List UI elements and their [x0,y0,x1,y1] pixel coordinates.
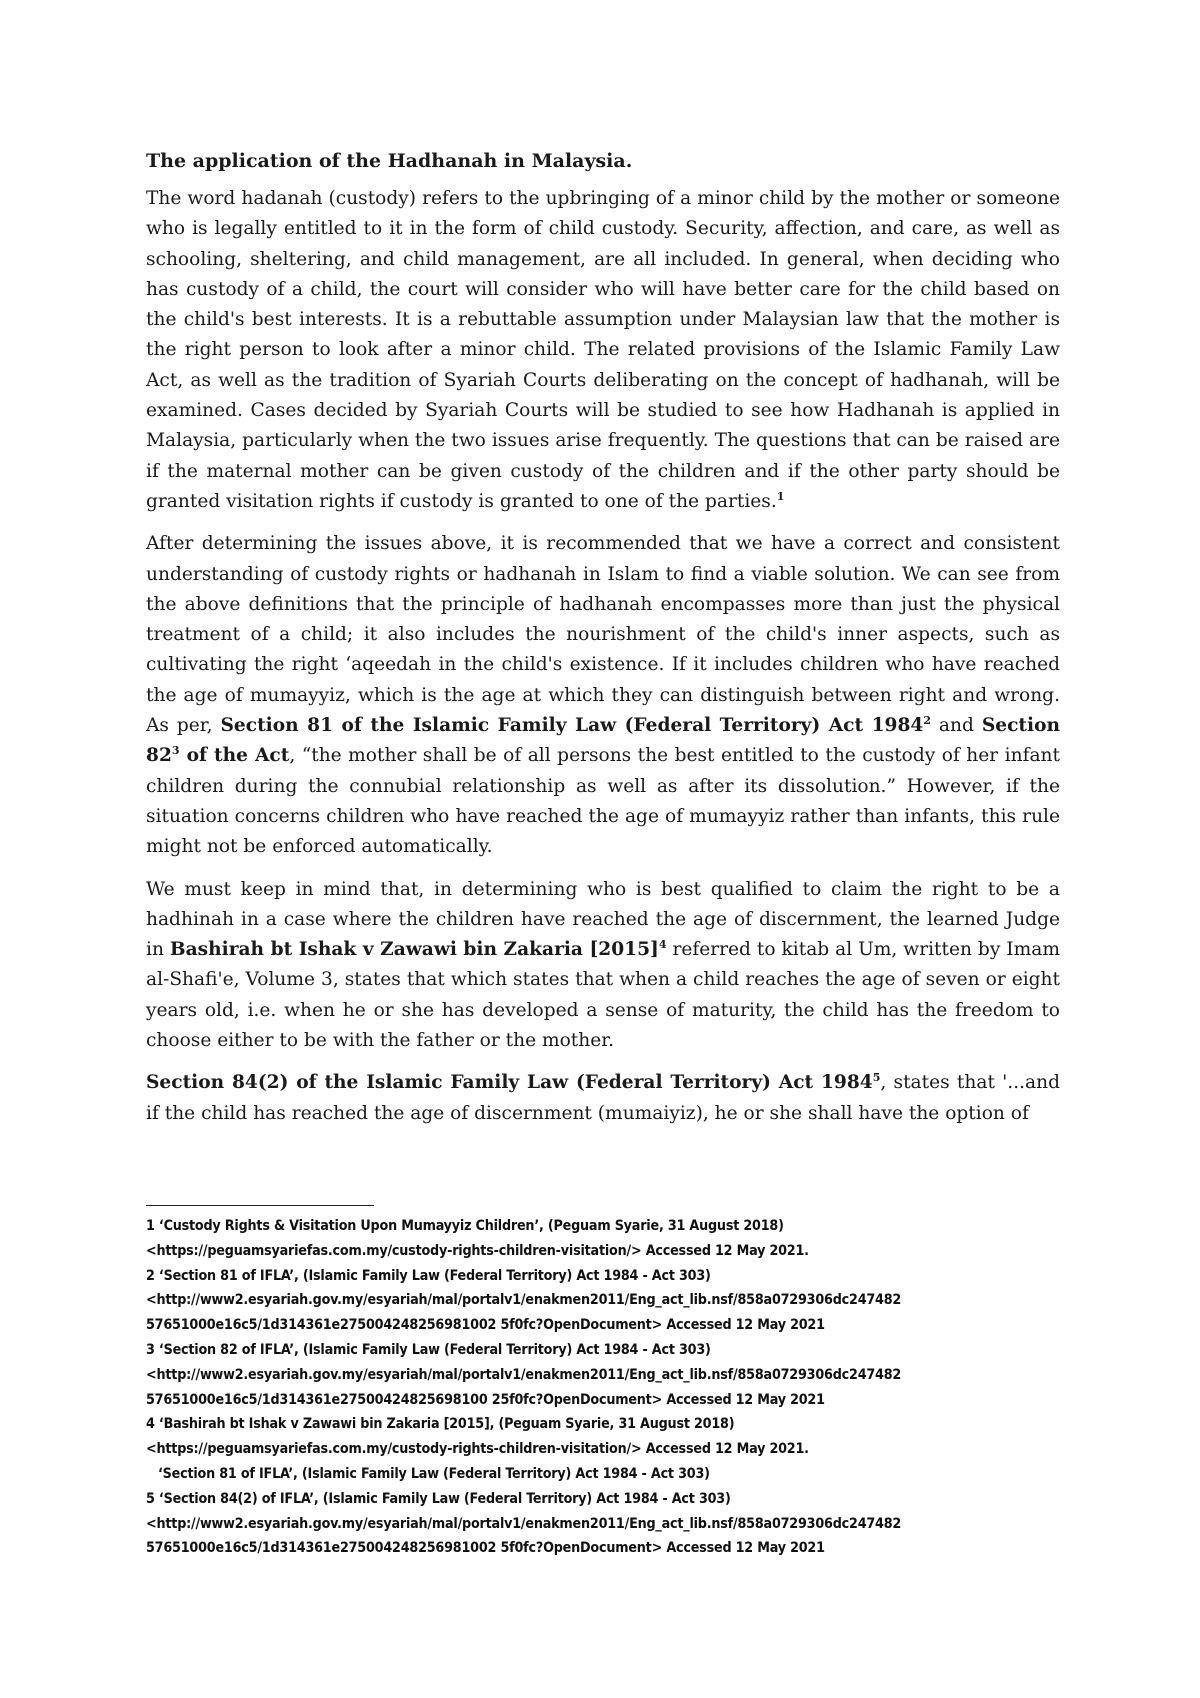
section-81-reference: Section 81 of the Islamic Family Law (Federal Territory) Act 1984 [220,715,924,737]
paragraph-2 [146,529,1060,862]
paragraph-3-text-c: referred to kitab al Um, written by Imam al-Shafi'e, Volume 3, states that which states that when a child reaches the age of seven or eight years old, i.e. when he or she has developed a sense of maturity, the child has the freedom to choose either to be with the father or the mother. [146,939,1060,1052]
footnote-separator [146,1205,374,1206]
paragraph-3 [146,875,1060,1057]
footnote-line: 57651000e16c5/1d314361e27500424825698100 25f0fc?OpenDocument> Accessed 12 May 2021 [146,1391,825,1408]
document-title: The application of the Hadhanah in Malaysia. [146,150,633,172]
footnote-line: 1 ‘Custody Rights & Visitation Upon Mumayyiz Children’, (Peguam Syarie, 31 August 2018) [146,1218,784,1234]
paragraph-1-text: The word hadanah (custody) refers to the upbringing of a minor child by the mother or someone who is legally entitled to it in the form of child custody. Security, affection, and care, as well as schooling, sheltering, and child management, are all included. In general, when deciding who has custody of a child, the court will consider who will have better care for the child based on the child's best interests. It is a rebuttable assumption under Malaysian law that the mother is the right person to look after a minor child. The related provisions of the Islamic Family Law Act, as well as the tradition of Syariah Courts deliberating on the concept of hadhanah, will be examined. Cases decided by Syariah Courts will be studied to see how Hadhanah is applied in Malaysia, particularly when the two issues arise frequently. The questions that can be raised are if the maternal mother can be given custody of the children and if the other party should be granted visitation rights if custody is granted to one of the parties. [146,188,1060,512]
footnote-line: 5 ‘Section 84(2) of IFLA’, (Islamic Family Law (Federal Territory) Act 1984 - Act 303) [146,1490,731,1507]
footnote-line: <http://www2.esyariah.gov.my/esyariah/mal/portalv1/enakmen2011/Eng_act_lib.nsf/858a0729306dc247482 [146,1292,902,1309]
footnote-line: 57651000e16c5/1d314361e275004248256981002 5f0fc?OpenDocument> Accessed 12 May 2021 [146,1317,825,1334]
footnote-line: ‘Section 81 of IFLA’, (Islamic Family Law (Federal Territory) Act 1984 - Act 303) [158,1465,710,1482]
footnote-ref-4: 4 [658,937,667,951]
footnote-line: <http://www2.esyariah.gov.my/esyariah/mal/portalv1/enakmen2011/Eng_act_lib.nsf/858a0729306dc247482 [146,1515,902,1532]
paragraph-2-text-f: , “the mother shall be of all persons the best entitled to the custody of her infant children during the connubial relationship as well as after its dissolution.” However, if the situation concerns children who have reached the age of mumayyiz rather than infants, this rule might not be enforced automatically. [146,745,1060,858]
paragraph-2-text-c: and [931,715,982,737]
footnote-line: <https://peguamsyariefas.com.my/custody-rights-children-visitation/> Accessed 12 May 2021. [146,1242,809,1259]
footnote-line: 2 ‘Section 81 of IFLA’, (Islamic Family Law (Federal Territory) Act 1984 - Act 303) [146,1267,711,1284]
paragraph-4-text-c: , states that '...and if the child has reached the age of discernment (mumaiyiz), he or she shall have the option of [146,1072,1060,1124]
paragraph-2-text-a: After determining the issues above, it is recommended that we have a correct and consistent understanding of custody rights or hadhanah in Islam to find a viable solution. We can see from the above definitions that the principle of hadhanah encompasses more than just the physical treatment of a child; it also includes the nourishment of the child's inner aspects, such as cultivating the right ‘aqeedah in the child's existence. If it includes children who have reached the age of mumayyiz, which is the age at which they can distinguish between right and wrong. As per, [146,533,1060,737]
footnote-line: 3 ‘Section 82 of IFLA’, (Islamic Family Law (Federal Territory) Act 1984 - Act 303) [146,1341,711,1358]
paragraph-4 [146,1068,1060,1129]
of-the-act-text: of the Act [179,745,290,767]
footnote-ref-5: 5 [872,1071,881,1085]
footnote-line: 4 ‘Bashirah bt Ishak v Zawawi bin Zakaria [2015], (Peguam Syarie, 31 August 2018) [146,1416,735,1433]
section-82-reference: Section 82 [146,715,1060,767]
footnote-line: <https://peguamsyariefas.com.my/custody-rights-children-visitation/> Accessed 12 May 2021. [146,1441,809,1458]
paragraph-3-text-a: We must keep in mind that, in determining who is best qualified to claim the right to be a hadhinah in a case where the children have reached the age of discernment, the learned Judge in [146,878,1060,961]
footnote-ref-1: 1 [776,489,785,503]
document-body [146,146,1060,1141]
footnotes [146,1214,1086,1561]
footnote-ref-3: 3 [171,744,180,758]
footnote-line: 57651000e16c5/1d314361e275004248256981002 5f0fc?OpenDocument> Accessed 12 May 2021 [146,1540,825,1557]
footnote-ref-2: 2 [923,713,931,727]
paragraph-1 [146,184,1060,517]
footnote-line: <http://www2.esyariah.gov.my/esyariah/mal/portalv1/enakmen2011/Eng_act_lib.nsf/858a0729306dc247482 [146,1366,902,1383]
case-citation: Bashirah bt Ishak v Zawawi bin Zakaria [2015] [169,939,659,961]
section-84-reference: Section 84(2) of the Islamic Family Law (Federal Territory) Act 1984 [146,1072,873,1094]
